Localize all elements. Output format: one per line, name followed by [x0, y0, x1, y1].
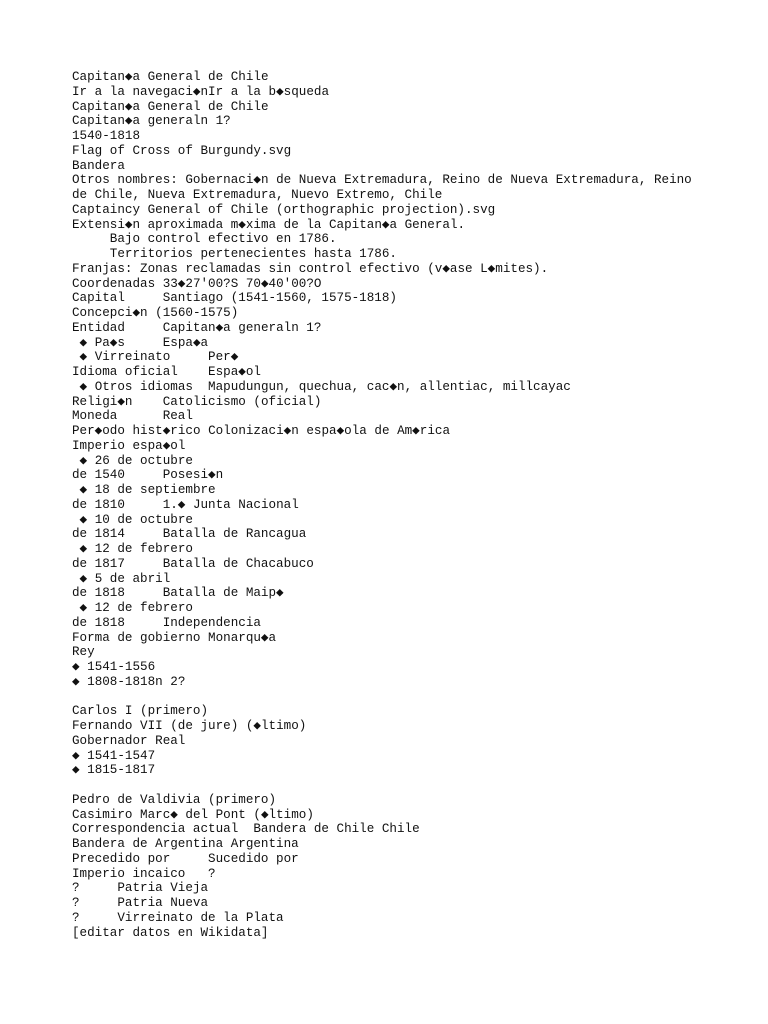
text-line: [editar datos en Wikidata]: [72, 925, 269, 940]
text-line: de 1818 Batalla de Maip◆: [72, 586, 284, 601]
text-line: Religi◆n Catolicismo (oficial): [72, 394, 322, 409]
text-line: ? Patria Nueva: [72, 896, 209, 910]
text-line: ◆ 26 de octubre: [72, 453, 193, 468]
text-line: ◆ 18 de septiembre: [72, 483, 216, 497]
text-line: Rey: [72, 645, 95, 660]
blank-line: [72, 690, 752, 705]
text-line: de 1817 Batalla de Chacabuco: [72, 556, 314, 571]
text-line: Moneda Real: [72, 409, 193, 424]
text-line: ◆ 1808-1818n 2?: [72, 674, 186, 689]
text-line: Extensi◆n aproximada m◆xima de la Capitan◆a General.: [72, 217, 466, 232]
text-line: ◆ Virreinato Per◆: [72, 350, 239, 365]
document-page: [72, 70, 752, 940]
text-line: Fernando VII (de jure) (◆ltimo): [72, 719, 307, 733]
text-line: Pedro de Valdivia (primero): [72, 792, 277, 807]
text-line: ◆ 5 de abril: [72, 571, 171, 586]
text-line: Correspondencia actual Bandera de Chile Chile: [72, 822, 420, 837]
text-line: de 1540 Posesi◆n: [72, 468, 224, 483]
text-line: ◆ Pa◆s Espa◆a: [72, 335, 209, 350]
text-line: Carlos I (primero): [72, 704, 209, 719]
text-line: Precedido por Sucedido por: [72, 851, 299, 866]
text-line: ◆ 1815-1817: [72, 763, 156, 778]
text-line: 1540-1818: [72, 129, 141, 143]
text-line: ◆ 1541-1556: [72, 660, 156, 674]
text-line: ◆ 10 de octubre: [72, 512, 193, 527]
text-line: Capital Santiago (1541-1560, 1575-1818): [72, 291, 397, 306]
text-line: Bandera de Argentina Argentina: [72, 837, 299, 851]
text-line: Otros nombres: Gobernaci◆n de Nueva Extremadura, Reino de Nueva Extremadura, Reino: [72, 173, 692, 188]
text-line: Entidad Capitan◆a generaln 1?: [72, 320, 322, 335]
text-line: Imperio incaico ?: [72, 866, 216, 881]
text-line: Ir a la navegaci◆nIr a la b◆squeda: [72, 84, 330, 99]
text-line: Capitan◆a General de Chile: [72, 99, 269, 114]
text-line: ◆ 12 de febrero: [72, 601, 193, 615]
text-line: Bajo control efectivo en 1786.: [72, 232, 337, 247]
text-line: ? Patria Vieja: [72, 881, 209, 896]
text-line: Territorios pertenecientes hasta 1786.: [72, 247, 397, 261]
text-line: Capitan◆a generaln 1?: [72, 114, 231, 129]
text-line: Franjas: Zonas reclamadas sin control efectivo (v◆ase L◆mites).: [72, 261, 549, 276]
text-line: de 1818 Independencia: [72, 615, 261, 630]
text-line: ? Virreinato de la Plata: [72, 910, 284, 925]
text-line: Concepci◆n (1560-1575): [72, 306, 239, 320]
text-line: Per◆odo hist◆rico Colonizaci◆n espa◆ola de Am◆rica: [72, 424, 450, 438]
text-line: Captaincy General of Chile (orthographic projection).svg: [72, 202, 496, 217]
text-line: Imperio espa◆ol: [72, 438, 186, 453]
text-line: de 1810 1.◆ Junta Nacional: [72, 497, 299, 512]
text-line: Capitan◆a General de Chile: [72, 70, 269, 84]
text-line: Flag of Cross of Burgundy.svg: [72, 143, 292, 158]
text-line: de Chile, Nueva Extremadura, Nuevo Extremo, Chile: [72, 188, 443, 202]
text-line: Idioma oficial Espa◆ol: [72, 365, 261, 379]
text-line: Bandera: [72, 158, 125, 173]
text-line: Casimiro Marc◆ del Pont (◆ltimo): [72, 807, 314, 822]
text-line: Forma de gobierno Monarqu◆a: [72, 630, 277, 645]
text-line: Gobernador Real: [72, 733, 186, 748]
text-line: de 1814 Batalla de Rancagua: [72, 527, 307, 542]
text-line: ◆ 1541-1547: [72, 748, 156, 763]
text-line: ◆ 12 de febrero: [72, 542, 193, 556]
blank-line: [72, 778, 752, 793]
text-line: Coordenadas 33◆27'00?S 70◆40'00?O: [72, 276, 322, 291]
text-line: ◆ Otros idiomas Mapudungun, quechua, cac◆n, allentiac, millcayac: [72, 379, 571, 394]
